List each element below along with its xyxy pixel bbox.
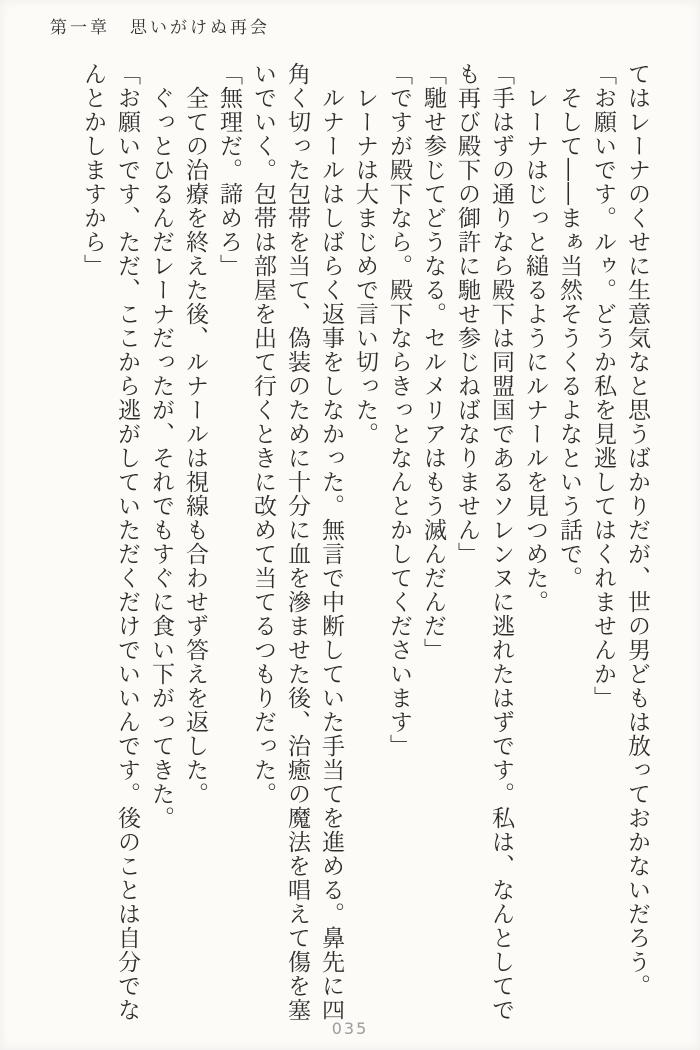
text-line: 「無理だ。諦めろ」 <box>216 62 242 278</box>
text-line: 「馳せ参じてどうなる。セルメリアはもう滅んだんだ」 <box>420 62 446 662</box>
text-line: んとかしますから」 <box>80 62 106 278</box>
chapter-header: 第一章 思いがけぬ再会 <box>50 18 270 38</box>
text-line: も再び殿下の御許に馳せ参じねばなりません」 <box>454 62 480 566</box>
text-line: ぐっとひるんだレーナだったが、それでもすぐに食い下がってきた。 <box>148 86 174 830</box>
text-line: 「ですが殿下なら。殿下ならきっとなんとかしてくださいます」 <box>386 62 412 758</box>
text-line: 「お願いです。ルゥ。どうか私を見逃してはくれませんか」 <box>590 62 616 710</box>
text-line: 角く切った包帯を当て、偽装のために十分に血を滲ませた後、治癒の魔法を唱えて傷を塞 <box>284 62 310 1022</box>
text-line: いでいく。包帯は部屋を出て行くときに改めて当てるつもりだった。 <box>250 62 276 806</box>
text-line: レーナは大まじめで言い切った。 <box>352 86 378 446</box>
text-line: ルナールはしばらく返事をしなかった。無言で中断していた手当てを進める。鼻先に四 <box>318 86 344 1022</box>
page-number: 035 <box>331 1019 369 1038</box>
text-line: 全ての治療を終えた後、ルナールは視線も合わせず答えを返した。 <box>182 86 208 806</box>
text-line: レーナはじっと縋るようにルナールを見つめた。 <box>522 86 548 614</box>
text-line: 「手はずの通りなら殿下は同盟国であるソレンヌに逃れたはずです。私は、なんとしてで <box>488 62 514 1022</box>
text-line: てはレーナのくせに生意気なと思うばかりだが、世の男どもは放っておかないだろう。 <box>624 62 650 998</box>
text-line: 「お願いです、ただ、ここから逃がしていただくだけでいいんです。後のことは自分でな <box>114 62 140 1022</box>
body-text <box>46 62 654 1022</box>
text-line: そして――まぁ当然そうくるよなという話で。 <box>556 86 582 590</box>
